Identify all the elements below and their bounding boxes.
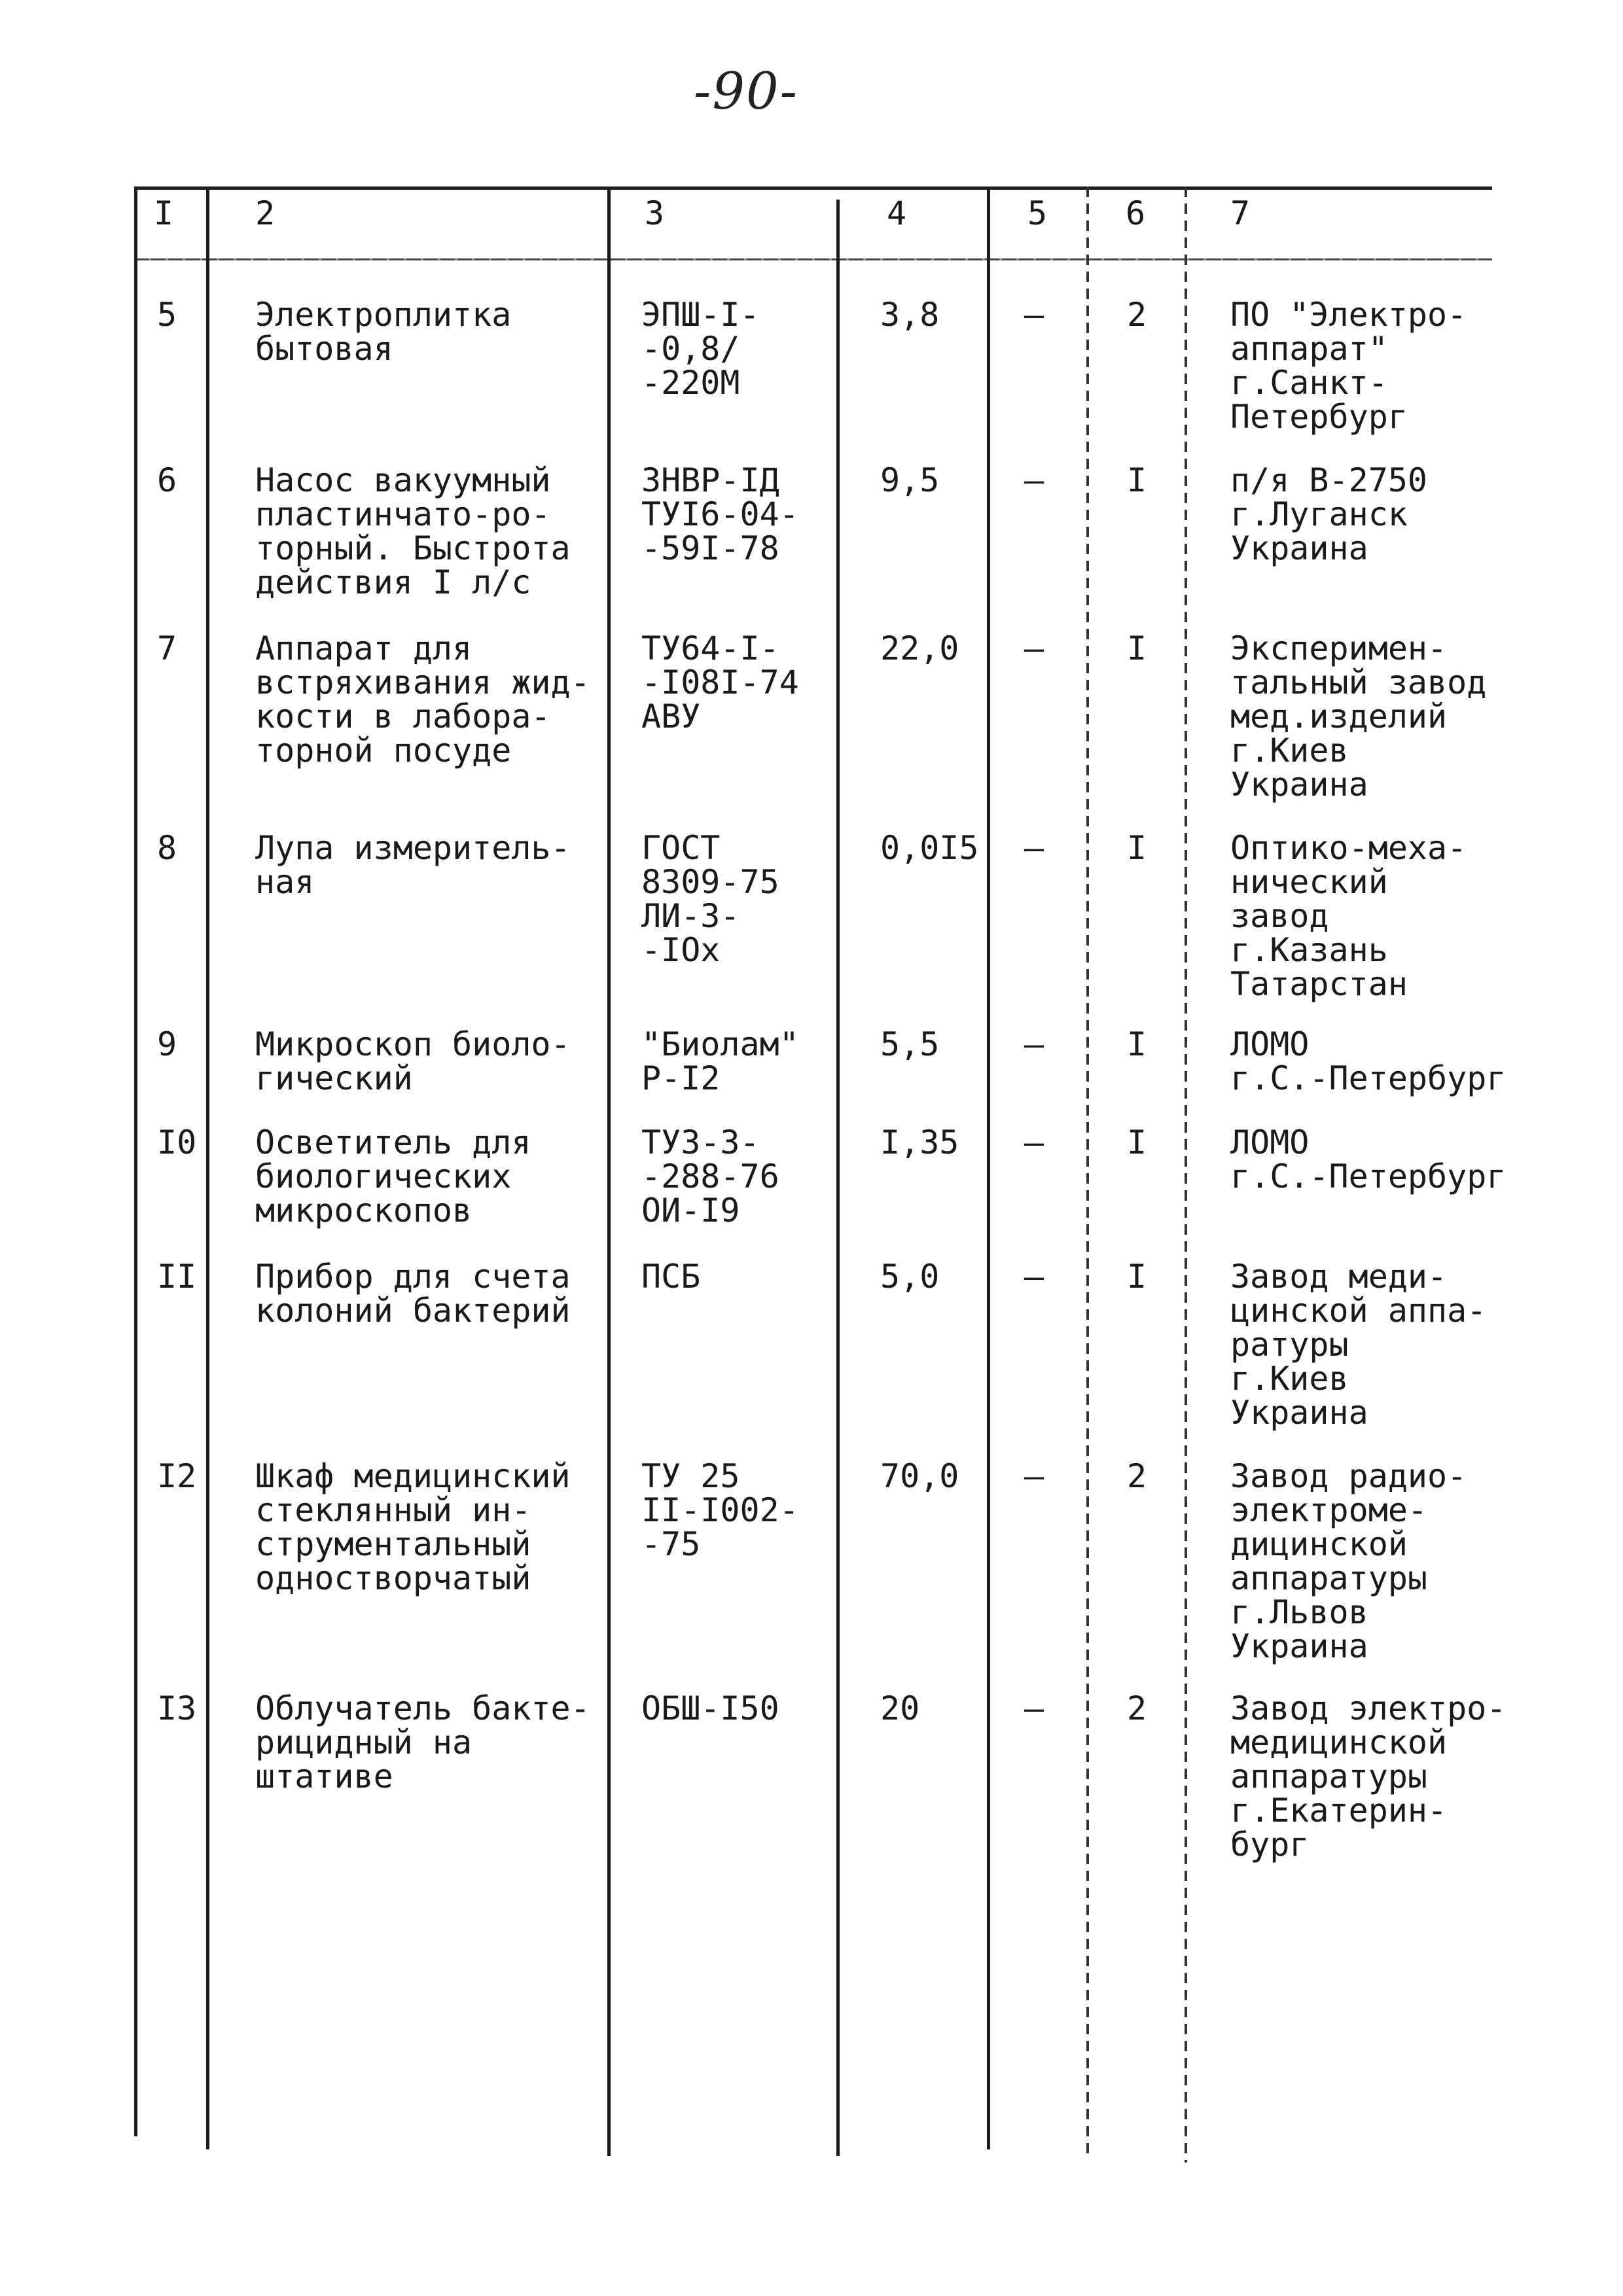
item-value: 5,0 [880,1258,940,1296]
item-name: Лупа измеритель- ная [255,829,571,901]
row-number: II [157,1258,197,1296]
item-qty: I [1127,1123,1147,1161]
item-model: ЭПШ-I- -0,8/ -220М [641,296,760,402]
item-model: ОБШ-I50 [641,1689,779,1727]
item-col5: – [1024,829,1044,867]
item-manufacturer: ЛОМО г.С.-Петербург [1230,1025,1507,1097]
column-divider [607,186,611,2156]
item-col5: – [1024,461,1044,499]
item-manufacturer: Завод электро- медицинской аппаратуры г.Екатерин- бург [1230,1689,1507,1863]
column-divider [987,186,990,2149]
item-model: ПСБ [641,1258,701,1296]
item-name: Облучатель бакте- рицидный на штативе [255,1689,590,1795]
item-model: ЗНВР-IД ТУI6-04- -59I-78 [641,461,799,567]
column-header: I [154,194,174,232]
item-col5: – [1024,629,1044,667]
row-number: 5 [157,296,177,334]
item-qty: I [1127,1258,1147,1296]
item-name: Осветитель для биологических микроскопов [255,1123,531,1229]
column-header: 5 [1027,194,1048,232]
item-qty: I [1127,461,1147,499]
item-qty: I [1127,829,1147,867]
item-qty: 2 [1127,1689,1147,1727]
item-name: Микроскоп биоло- гический [255,1025,571,1097]
item-value: I,35 [880,1123,959,1161]
table-top-rule [134,186,1492,190]
column-header: 2 [255,194,276,232]
item-col5: – [1024,1258,1044,1296]
item-manufacturer: ЛОМО г.С.-Петербург [1230,1123,1507,1195]
item-qty: I [1127,1025,1147,1063]
column-divider [206,186,209,2149]
item-name: Насос вакуумный пластинчато-ро- торный. Быстрота действия I л/с [255,461,571,601]
item-col5: – [1024,1025,1044,1063]
column-divider [134,186,137,2136]
item-qty: 2 [1127,1457,1147,1495]
row-number: 8 [157,829,177,867]
item-qty: I [1127,629,1147,667]
table-header-rule [134,258,1492,260]
row-number: I3 [157,1689,197,1727]
row-number: I0 [157,1123,197,1161]
item-manufacturer: п/я В-2750 г.Луганск Украина [1230,461,1428,567]
column-header: 3 [645,194,665,232]
item-name: Прибор для счета колоний бактерий [255,1258,571,1330]
column-header: 4 [887,194,907,232]
item-name: Шкаф медицинский стеклянный ин- струментальный одностворчатый [255,1457,571,1597]
item-qty: 2 [1127,296,1147,334]
column-divider [1086,186,1089,2156]
item-name: Электроплитка бытовая [255,296,512,368]
column-divider [836,200,840,2156]
row-number: 6 [157,461,177,499]
column-header: 6 [1126,194,1146,232]
row-number: 7 [157,629,177,667]
item-value: 0,0I5 [880,829,979,867]
page-number: -90- [694,62,798,121]
column-header: 7 [1230,194,1251,232]
item-model: ТУ64-I- -I08I-74 АВУ [641,629,799,735]
item-value: 70,0 [880,1457,959,1495]
item-model: "Биолам" Р-I2 [641,1025,799,1097]
item-manufacturer: Оптико-меха- нический завод г.Казань Татарстан [1230,829,1467,1003]
item-name: Аппарат для встряхивания жид- кости в лабора- торной посуде [255,629,590,769]
item-value: 9,5 [880,461,940,499]
row-number: I2 [157,1457,197,1495]
item-value: 22,0 [880,629,959,667]
column-divider [1185,186,1187,2163]
item-col5: – [1024,1457,1044,1495]
item-value: 3,8 [880,296,940,334]
item-value: 20 [880,1689,920,1727]
item-col5: – [1024,1123,1044,1161]
item-manufacturer: Завод радио- электроме- дицинской аппаратуры г.Львов Украина [1230,1457,1467,1665]
item-col5: – [1024,296,1044,334]
item-manufacturer: Эксперимен- тальный завод мед.изделий г.Киев Украина [1230,629,1487,804]
item-manufacturer: Завод меди- цинской аппа- ратуры г.Киев Украина [1230,1258,1487,1432]
item-col5: – [1024,1689,1044,1727]
item-manufacturer: ПО "Электро- аппарат" г.Санкт- Петербург [1230,296,1467,436]
item-model: ТУЗ-3- -288-76 ОИ-I9 [641,1123,779,1229]
item-model: ГОСТ 8309-75 ЛИ-3- -IОх [641,829,779,969]
item-value: 5,5 [880,1025,940,1063]
row-number: 9 [157,1025,177,1063]
item-model: ТУ 25 II-I002- -75 [641,1457,799,1563]
